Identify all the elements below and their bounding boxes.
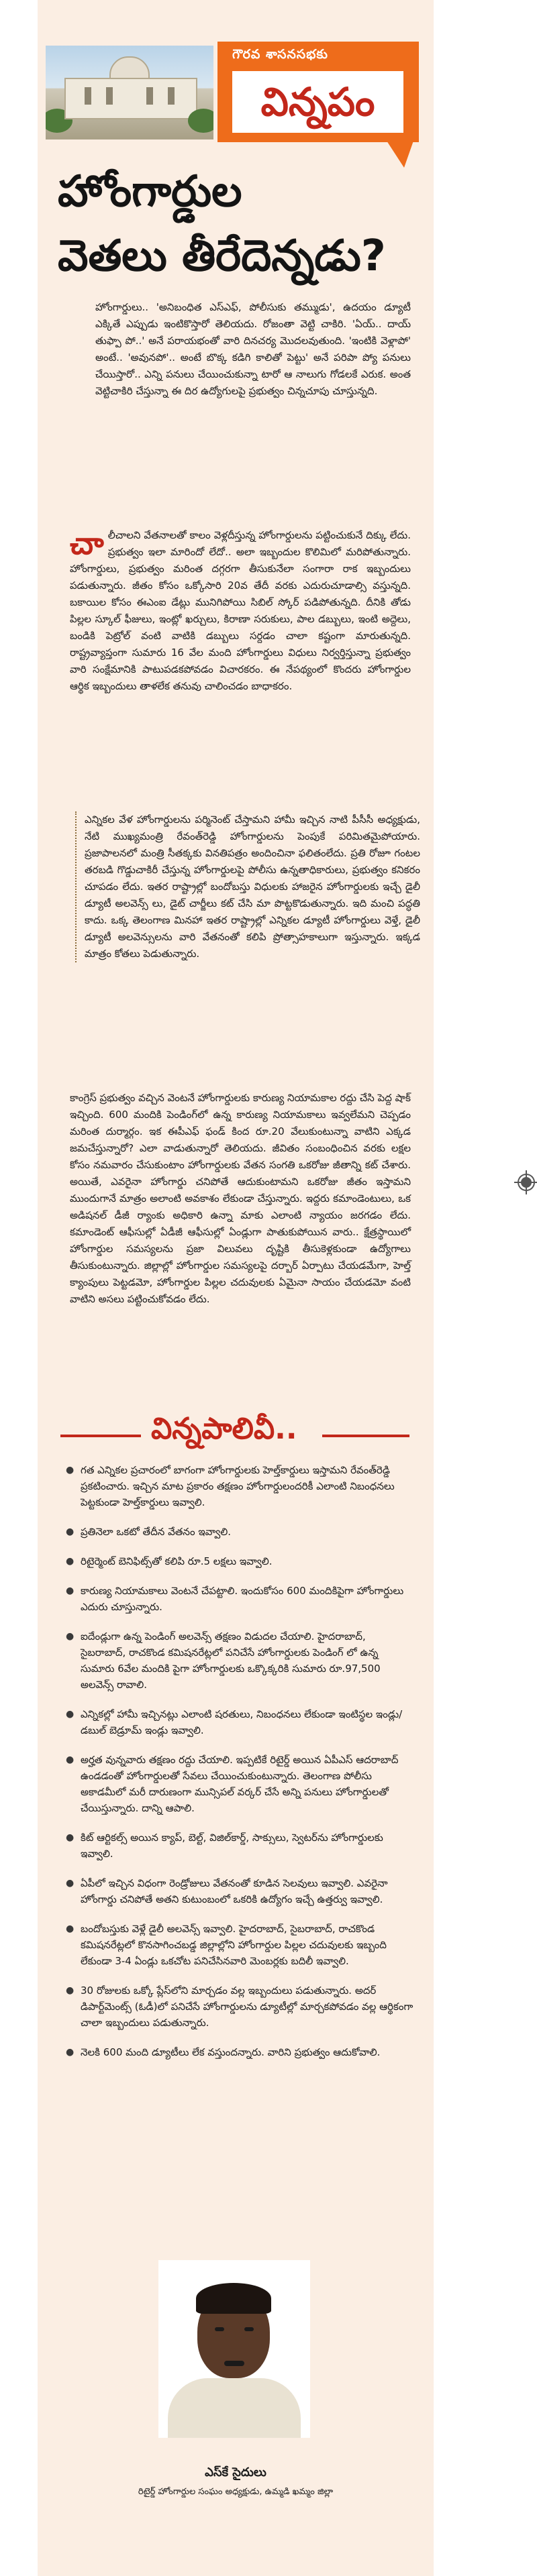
author-photo	[158, 2260, 310, 2438]
assembly-building-photo	[46, 46, 213, 139]
shirt-shape	[168, 2378, 301, 2438]
demand-item: ● అర్హత వున్నవారు తక్షణం రద్దు చేయాలి. ఇప్పటికే రిటైర్డ్ అయిన ఏపీఎస్ ఆదరాబాద్ ఉండడంతో హోంగార్డులతో సేవలు చేయించుకుంటున్నారు. తెలంగాణ పోలీసు అకాడమీలో మరీ దారుణంగా మున్సిపల్ వర్కర్ చేసే అన్ని పనులు హోంగార్డులతో చేయిస్తున్నారు. దాన్ని ఆపాలి.	[64, 1752, 413, 1816]
drop-cap: చా	[70, 525, 104, 561]
eye-shape	[244, 2327, 254, 2331]
body-paragraph-1-text: లీచాలని వేతనాలతో కాలం వెళ్లదీస్తున్న హోంగార్డులను పట్టించుకునే దిక్కు లేదు. ప్రభుత్వం ఇలా మారిందో లేదో.. అలా ఇబ్బందుల కొలిమిలో మరిపోతున్నారు. హోంగార్డులు, ప్రభుత్వం మరింత దగ్గరగా తీసుకునేలా సంగారా రాక ఇబ్బందులు పడుతున్నారు. జీతం కోసం ఒక్కోసారి 20వ తేదీ వరకు ఎదురుచూడాల్సి వస్తున్నది. బకాయిల కోసం ఈఎంఐ డేట్లు మునిగిపోయి సిబిల్ స్కోర్ పడిపోతున్నది. దీనికి తోడు పిల్లల స్కూల్ ఫీజులు, ఇంట్లో ఖర్చులు, కిరాణా సరుకులు, పాల డబ్బులు, ఇంటి అద్దెలు, బండికి పెట్రోల్ వంటి వాటికి డబ్బులు సర్దడం చాలా కష్టంగా మారుతున్నది. రాష్ట్రవ్యాప్తంగా సుమారు 16 వేల మంది హోంగార్డులు విధులు నిర్వర్తిస్తున్నా ప్రభుత్వం వారి సంక్షేమానికి పాటుపడకపోవడం విచారకరం. ఈ నేపథ్యంలో కొందరు హోంగార్డుల ఆర్థిక ఇబ్బందులు తాళలేక తనువు చాలించడం బాధాకరం.	[70, 529, 411, 692]
quote-box: ఎన్నికల వేళ హోంగార్డులను పర్మినెంట్ చేస్తామని హామీ ఇచ్చిన నాటి పీసీసీ అధ్యక్షుడు, నేటి ముఖ్యమంత్రి రేవంత్‌రెడ్డి హోంగార్డులను పెంపుకే పరిమితమైపోయారు. ప్రజాపాలనలో మంత్రి సీతక్కకు వినతిపత్రం అందించినా ఫలితంలేదు. ప్రతి రోజూ గంటల తరబడి గొడ్డుచాకిరీ చేస్తున్న హోంగార్డులపై పోలీసు ఉన్నతాధికారులు, ప్రభుత్వం కనికరం చూపడం లేదు. ఇతర రాష్ట్రాల్లో బందోబస్తు విధులకు హాజరైన హోంగార్డులకు ఇచ్చే డైలీ డ్యూటీ అలవెన్స్ లు, డైట్ చార్జీలు కట్ చేసి మా పొట్టకొడుతున్నారు. ఇది మంచి పద్ధతి కాదు. ఒక్క తెలంగాణ మినహా ఇతర రాష్ట్రాల్లో ఎన్నికల డ్యూటీ హోంగార్డులు వెళ్తే, డైలీ డ్యూటీ అలవెన్సులను వారి వేతనంతో కలిపి ప్రోత్సాహకాలుగా ఇస్తున్నారు. ఇక్కడ మాత్రం కోతలు పెడుతున్నారు.	[75, 811, 420, 962]
hair-shape	[196, 2283, 271, 2314]
demand-item: ● గత ఎన్నికల ప్రచారంలో బాగంగా హోంగార్డులకు హెల్త్‌కార్డులు ఇస్తామని రేవంత్‌రెడ్డి ప్రకటించారు. ఇచ్చిన మాట ప్రకారం తక్షణం హోంగార్డులందరికీ ఎలాంటి నిబంధనలు పెట్టకుండా హెల్త్‌కార్డులు ఇవ్వాలి.	[64, 1462, 413, 1510]
banner-subtitle: గౌరవ శాసనసభకు	[232, 47, 328, 62]
demand-item: ● నెలకి 600 మంది డ్యూటీలు లేక వస్తుందన్నారు. వారిని ప్రభుత్వం ఆదుకోవాలి.	[64, 2044, 413, 2060]
body-paragraph-1	[70, 527, 411, 695]
tree-shape	[188, 109, 213, 133]
body-paragraph-2: కాంగ్రెస్ ప్రభుత్వం వచ్చిన వెంటనే హోంగార్డులకు కారుణ్య నియామకాల రద్దు చేసి పెద్ద షాక్ ఇచ్చింది. 600 మందికి పెండింగ్‌లో ఉన్న కారుణ్య నియామకాలు ఇవ్వలేమని చెప్పడం మరింత దుర్మార్గం. ఇక ఈపీఎఫ్ ఫండ్ కింద రూ.20 వేలుకుంటున్నా వాటిని ఎక్కడ జమచేస్తున్నారో? ఎలా వాడుతున్నారో తెలియదు. జీవితం సంబంధించిన వరకు లక్షల కోసం నమవారం చేసుకుంటాం హోంగార్డులకు వేతన సంగతి ఒకరోజు జీతాన్ని కట్ చేశారు. అయితే, ఎవరైనా హోంగార్డు చనిపోతే ఆదుకుంటామని ఒకరోజు జీతం ఇస్తామని ముందుగానే మాత్రం అలాంటి అవకాశం లేకుండా చేస్తున్నారు. ఇద్దరు కమాండెంటులు, ఒక అడిషనల్ డీజీ ర్యాంకు అధికారి ఉన్నా మాకు ఎలాంటి న్యాయం జరగడం లేదు. కమాండెంట్ ఆఫీసుల్లో ఏడీజీ ఆఫీసుల్లో ఏండ్లుగా పాతుకుపోయిన వారు.. క్షేత్రస్థాయిలో హోంగార్డుల సమస్యలను ప్రజా విలువలు దృష్టికి తీసుకెళ్లకుండా ఉద్యోగాలు తీసుకుంటున్నారు. జిల్లాల్లో హోంగార్డుల సమస్యలపై దర్బార్ ఏర్పాటు చేయడమేగా, హెల్త్ క్యాంపులు పెట్టడమో, హోంగార్డుల పిల్లల చదువులకు ఏమైనా సాయం చేయడమో వంటి వాటిని అసలు పట్టించుకోవడం లేదు.	[70, 1092, 411, 1305]
demand-item: ● కిట్ ఆర్టికల్స్ అయిన క్యాప్, బెల్ట్, విజిల్‌కార్డ్, సాక్సులు, స్వెటర్‌ను హోంగార్డులకు ఇవ్వాలి.	[64, 1830, 413, 1862]
demand-item: ● ఎన్నికల్లో హామీ ఇచ్చినట్లు ఎలాంటి షరతులు, నిబంధనలు లేకుండా ఇంటిస్థల ఇండ్లు/డబుల్ బెడ్రూమ్ ఇండ్లు ఇవ్వాలి.	[64, 1706, 413, 1738]
banner	[38, 42, 434, 149]
demand-item: ● ఐదేండ్లుగా ఉన్న పెండింగ్ అలవెన్స్ తక్షణం విడుదల చేయాలి. హైదరాబాద్, సైబరాబాద్, రాచకొండ కమిషనరేట్లలో పనిచేసే హోంగార్డులకు పెండింగ్ లో ఉన్న సుమారు 6వేల మందికి పైగా హోంగార్డులకు ఒక్కొక్కరికి సుమారు రూ.97,500 అలవెన్స్ రావాలి.	[64, 1628, 413, 1693]
title-rule-left	[60, 1435, 141, 1437]
demand-item: ● కారుణ్య నియామకాలు వెంటనే చేపట్టాలి. ఇందుకోసం 600 మందికిపైగా హోంగార్డులు ఎదురు చూస్తున్నారు.	[64, 1583, 413, 1615]
lead-paragraph: హోంగార్డులు.. 'అనిబంధిత ఎస్ఎఫ్, పోలీసుకు తమ్ముడు', ఉదయం డ్యూటీ ఎక్కితే ఎప్పుడు ఇంటికొస్తారో తెలియదు. రోజంతా వెట్టి చాకిరి. 'ఏయ్.. దాయ్ తుఫ్పా పో..' అనే పరాయభంతో వారి దినచర్య మొదలవుతుంది. 'ఇంటికి వెళ్లాపో' అంటే.. 'అవునపో'.. అంటే బొక్క కడిగి కాలితో పెట్టు' అనే పరిపా ప్యో పనులు చేయిస్తారో.. ఎన్ని పనులు చేయించుకున్నా టారో ఆ నాలుగు గోడలకే ఎరుక. అంత వెట్టిచాకిరి చేస్తున్నా ఈ దిర ఉద్యోగులపై ప్రభుత్వం చిన్నచూపు చూస్తున్నది.	[95, 301, 411, 397]
headline-line-1: హోంగార్డుల	[58, 167, 242, 217]
demands-list	[64, 1462, 413, 2074]
eye-shape	[215, 2327, 224, 2331]
scroll-crosshair-icon[interactable]	[519, 1175, 534, 1190]
author-name: ఎస్‌కే సైదులు	[205, 2465, 266, 2479]
banner-title: విన్నపం	[232, 71, 403, 133]
demand-item: ● ఏపీలో ఇచ్చిన విధంగా రెండ్రోజులు వేతనంతో కూడిన సెలవులు ఇవ్వాలి. ఎవరైనా హోంగార్డు చనిపోతే అతని కుటుంబంలో ఒకరికి ఉద్యోగం ఇచ్చే ఉత్తర్వు ఇవ్వాలి.	[64, 1875, 413, 1907]
demand-item: ● ప్రతినెలా ఒకటో తేదీన వేతనం ఇవ్వాలి.	[64, 1524, 413, 1540]
author-role: రిటైర్డ్ హోంగార్డుల సంఘం అధ్యక్షుడు, ఉమ్మడి ఖమ్మం జిల్లా	[138, 2487, 334, 2497]
title-rule-right	[322, 1435, 409, 1437]
section-title	[60, 1412, 409, 1459]
section-title-text: విన్నపాలివీ..	[151, 1412, 297, 1446]
mouth-shape	[224, 2361, 244, 2366]
demand-item: ● 30 రోజులకు ఒక్కో ప్లేస్‌లోని మార్చడం వల్ల ఇబ్బందులు పడుతున్నారు. అదర్ డిపార్ట్‌మెంట్స్ (ఓడీ)లో పనిచేసే హోంగార్డులను డ్యూటీల్లో మార్చకపోవడం వల్ల ఆర్థికంగా చాలా ఇబ్బందులు పడుతున్నారు.	[64, 1982, 413, 2031]
headline-line-2: వెతలు తీరేదెన్నడు?	[58, 231, 386, 281]
demand-item: ● రిటైర్మెంట్ బెనిఫిట్స్‌తో కలిపి రూ.5 లక్షలు ఇవ్వాలి.	[64, 1553, 413, 1569]
headline	[58, 160, 420, 288]
demand-item: ● బందోబస్తుకు వెళ్లే డైలీ అలవెన్స్ ఇవ్వాలి. హైదరాబాద్, సైబరాబాద్, రాచకొండ కమిషనరేట్లలో కొనసాగించబడ్డ జిల్లాల్లోని హోంగార్డుల పిల్లల చదువులకు ఇబ్బంది లేకుండా 3-4 ఏండ్లు ఒకచోట పనిచేసినవారి మెంబర్లకు బదిలీ ఇవ్వాలి.	[64, 1921, 413, 1969]
